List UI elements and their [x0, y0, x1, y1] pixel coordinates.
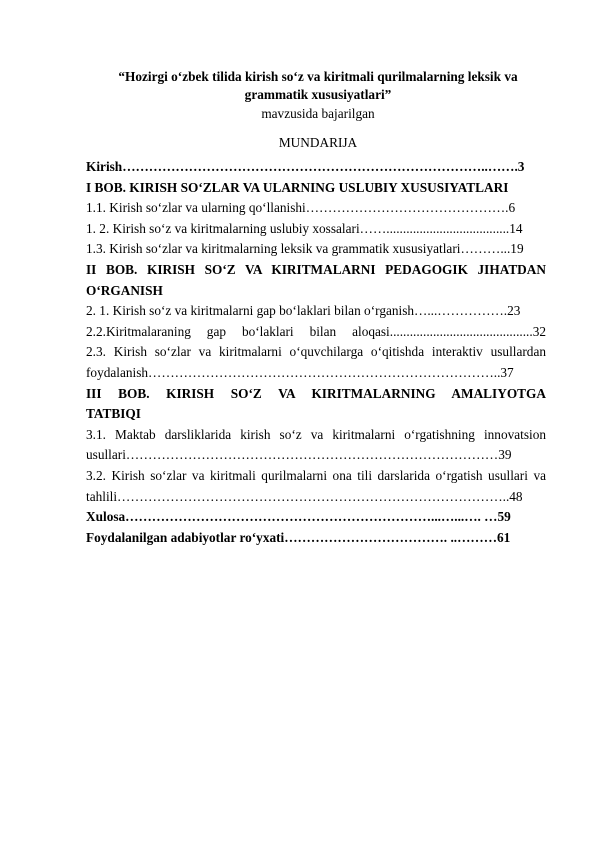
toc-entry-3-1-cont: usullari…………………………………………………………………………39: [86, 447, 512, 463]
toc-entry-2-1: 2. 1. Kirish so‘z va kiritmalarni gap bo‘laklari bilan o‘rganish…...…………….23: [86, 303, 521, 319]
toc-entry-1-3: 1.3. Kirish so‘zlar va kiritmalarning leksik va grammatik xususiyatlari………...19: [86, 241, 524, 257]
contents-heading: MUNDARIJA: [278, 135, 358, 150]
toc-chapter-2-title: II BOB. KIRISH SO‘Z VA KIRITMALARNI PEDAGOGIK JIHATDAN: [86, 261, 546, 277]
toc-entry-1-2: 1. 2. Kirish so‘z va kiritmalarning uslubiy xossalari…….....................................14: [86, 220, 523, 236]
toc-entry-conclusion: Xulosa……………………………………………………………...…...…. …59: [86, 509, 511, 525]
toc-entry-2-3: 2.3. Kirish so‘zlar va kiritmalarni o‘quvchilarga o‘qitishda interaktiv usullardan: [86, 344, 546, 360]
toc-entry-references: Foydalanilgan adabiyotlar ro‘yxati………………………………. ..………61: [86, 529, 511, 545]
table-of-contents: [86, 157, 546, 548]
toc-chapter-3-title: III BOB. KIRISH SO‘Z VA KIRITMALARNING AMALIYOTGA: [86, 385, 546, 401]
toc-entry-3-1: 3.1. Maktab darsliklarida kirish so‘z va kiritmalarni o‘rgatishning innovatsion: [86, 426, 546, 442]
toc-entry-3-2: 3.2. Kirish so‘zlar va kiritmali qurilmalarni ona tili darslarida o‘rgatish usullari va: [86, 467, 546, 483]
toc-chapter-3-title-cont: TATBIQI: [86, 406, 141, 422]
toc-entry-3-2-cont: tahlili……………………………………………………………………………..48: [86, 488, 523, 504]
toc-chapter-1-title: I BOB. KIRISH SO‘ZLAR VA ULARNING USLUBIY XUSUSIYATLARI: [86, 179, 509, 195]
toc-entry-1-1: 1.1. Kirish so‘zlar va ularning qo‘llanishi……………………………………….6: [86, 200, 516, 216]
toc-chapter-2-title-cont: O‘RGANISH: [86, 282, 163, 298]
toc-entry-2-3-cont: foydalanish……………………………………………………………………..37: [86, 364, 514, 380]
document-subtitle: mavzusida bajarilgan: [261, 106, 375, 121]
toc-entry-2-2: 2.2.Kiritmalaraning gap bo‘laklari bilan aloqasi...........................................32: [86, 323, 546, 339]
toc-entry-introduction: Kirish………………………………………………………………………..…….3: [86, 159, 525, 174]
document-title: “Hozirgi o‘zbek tilida kirish so‘z va kiritmali qurilmalarning leksik va grammatik xususiyatlari”: [118, 69, 518, 102]
